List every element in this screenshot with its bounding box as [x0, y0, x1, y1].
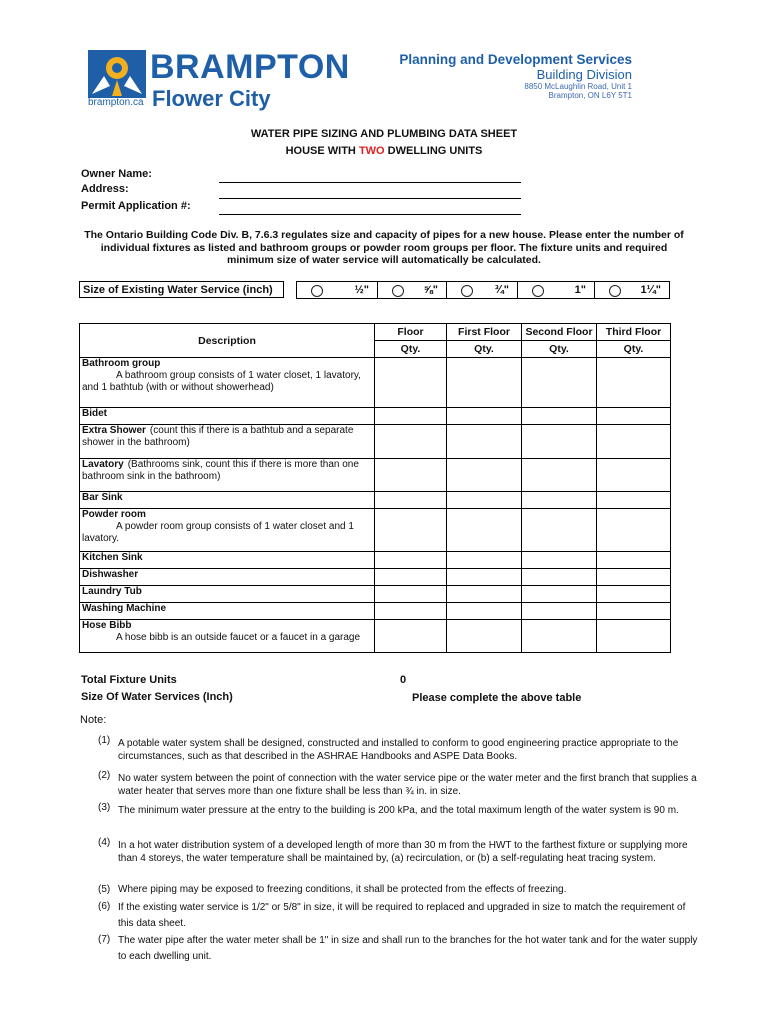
qty-input-cell[interactable] — [522, 569, 597, 586]
qty-input-cell[interactable] — [522, 459, 597, 492]
note-text: If the existing water service is 1/2" or 5/8" in size, it will be required to replaced and upgraded in size to match the requirement of this data sheet. — [118, 902, 686, 929]
service-size-label: Size of Existing Water Service (inch) — [79, 281, 284, 298]
qty-input-cell[interactable] — [375, 603, 447, 620]
fixture-description — [80, 620, 375, 653]
fixture-detail: A powder room group consists of 1 water closet and 1 lavatory. — [82, 521, 354, 544]
note-number: (6) — [98, 901, 111, 912]
service-option-five-eighths[interactable] — [377, 281, 447, 299]
table-row — [80, 425, 671, 459]
fixture-name: Kitchen Sink — [82, 552, 143, 563]
address-field[interactable] — [219, 198, 521, 199]
option-label: 1¼" — [640, 284, 661, 296]
fixture-name: Powder room — [82, 509, 146, 520]
fixture-name: Lavatory — [82, 459, 124, 470]
intro-paragraph: The Ontario Building Code Div. B, 7.6.3 regulates size and capacity of pipes for a new house. Please enter the number of individual fixtures as listed and bathroom groups or powder room groups per floor. The fixture units and required minimum size of water service will automatically be calculated. — [84, 229, 684, 266]
water-service-size-label: Size Of Water Services (Inch) — [81, 691, 233, 703]
qty-input-cell[interactable] — [375, 552, 447, 569]
qty-input-cell[interactable] — [597, 569, 671, 586]
qty-input-cell[interactable] — [522, 408, 597, 425]
fixture-description — [80, 459, 375, 492]
qty-input-cell[interactable] — [522, 358, 597, 408]
option-label: ⅝" — [423, 284, 438, 296]
logo-tagline: Flower City — [152, 86, 271, 111]
radio-icon[interactable] — [311, 285, 323, 297]
permit-label: Permit Application #: — [81, 200, 191, 212]
fixture-name: Bidet — [82, 408, 107, 419]
fixture-detail: A bathroom group consists of 1 water closet, 1 lavatory, and 1 bathtub (with or without showerhead) — [82, 370, 361, 393]
qty-input-cell[interactable] — [375, 425, 447, 459]
qty-input-cell[interactable] — [447, 492, 522, 509]
fixture-name: Dishwasher — [82, 569, 139, 580]
fixture-table — [79, 323, 671, 653]
fixture-description — [80, 492, 375, 509]
qty-input-cell[interactable] — [447, 425, 522, 459]
logo-url: brampton.ca — [88, 97, 144, 108]
table-row — [80, 603, 671, 620]
fixture-name: Bathroom group — [82, 358, 161, 369]
subtitle-pre: HOUSE WITH — [285, 145, 359, 157]
note-text: The minimum water pressure at the entry to the building is 200 kPa, and the total maximum length of the water system is 90 m. — [118, 805, 679, 816]
brampton-logo-icon — [88, 50, 146, 98]
fixture-name: Hose Bibb — [82, 620, 132, 631]
qty-input-cell[interactable] — [447, 509, 522, 552]
qty-input-cell[interactable] — [375, 492, 447, 509]
qty-input-cell[interactable] — [447, 408, 522, 425]
note-text: The water pipe after the water meter shall be 1" in size and shall run to the branches for the hot water tank and for the water supply to each dwelling unit. — [118, 935, 698, 962]
owner-name-field[interactable] — [219, 182, 521, 183]
note-text: Where piping may be exposed to freezing conditions, it shall be protected from the effects of freezing. — [118, 884, 567, 895]
qty-header: Qty. — [522, 341, 597, 358]
radio-icon[interactable] — [461, 285, 473, 297]
third-floor-header: Third Floor — [597, 324, 671, 341]
note-number: (1) — [98, 735, 111, 746]
address-line-2: Brampton, ON L6Y 5T1 — [548, 91, 632, 100]
table-row — [80, 492, 671, 509]
fixture-detail: (Bathrooms sink, count this if there is more than one bathroom sink in the bathroom) — [82, 459, 359, 482]
fixture-description — [80, 586, 375, 603]
qty-input-cell[interactable] — [375, 569, 447, 586]
subtitle-emphasis: TWO — [358, 145, 385, 157]
fixture-name: Laundry Tub — [82, 586, 142, 597]
qty-input-cell[interactable] — [375, 509, 447, 552]
table-row — [80, 509, 671, 552]
qty-input-cell[interactable] — [522, 509, 597, 552]
qty-input-cell[interactable] — [375, 459, 447, 492]
fixture-detail: A hose bibb is an outside faucet or a faucet in a garage — [116, 632, 361, 643]
qty-input-cell[interactable] — [375, 586, 447, 603]
qty-input-cell[interactable] — [597, 620, 671, 653]
qty-header: Qty. — [447, 341, 522, 358]
qty-input-cell[interactable] — [597, 358, 671, 408]
qty-input-cell[interactable] — [447, 459, 522, 492]
qty-input-cell[interactable] — [522, 620, 597, 653]
qty-input-cell[interactable] — [447, 552, 522, 569]
note-text: In a hot water distribution system of a developed length of more than 30 m from the HWT to the farthest fixture or supplying more than 4 storeys, the water temperature shall be maintained by, (a) recirculation, or (b) a self-regulating heat tracing system. — [118, 840, 688, 864]
qty-input-cell[interactable] — [375, 358, 447, 408]
qty-input-cell[interactable] — [447, 586, 522, 603]
note-number: (4) — [98, 837, 111, 848]
table-row — [80, 620, 671, 653]
qty-input-cell[interactable] — [522, 425, 597, 459]
address-line-1: 8850 McLaughlin Road, Unit 1 — [524, 82, 632, 91]
qty-header: Qty. — [597, 341, 671, 358]
qty-input-cell[interactable] — [597, 459, 671, 492]
table-row — [80, 358, 671, 408]
qty-input-cell[interactable] — [597, 586, 671, 603]
total-fixture-value: 0 — [400, 674, 407, 686]
table-row — [80, 586, 671, 603]
description-header: Description — [80, 324, 375, 358]
note-text: A potable water system shall be designed, constructed and installed to conform to good engineering practice appropriate to the circumstances, such as that described in the ASHRAE Handbooks and ASPE Data Books. — [118, 738, 679, 762]
total-fixture-label: Total Fixture Units — [81, 674, 177, 686]
fixture-description — [80, 358, 375, 408]
qty-input-cell[interactable] — [522, 492, 597, 509]
note-number: (2) — [98, 770, 111, 781]
option-label: ½" — [354, 284, 369, 296]
qty-input-cell[interactable] — [447, 603, 522, 620]
fixture-name: Bar Sink — [82, 492, 123, 503]
service-option-one[interactable] — [517, 281, 595, 299]
page-subtitle — [0, 145, 768, 157]
radio-icon[interactable] — [609, 285, 621, 297]
fixture-description — [80, 425, 375, 459]
qty-input-cell[interactable] — [447, 358, 522, 408]
service-option-one-quarter[interactable] — [594, 281, 670, 299]
note-text: No water system between the point of connection with the water service pipe or the water meter and the first branch that supplies a water heater that serves more than one fixture shall be less than ¾ in. in size. — [118, 773, 697, 797]
qty-input-cell[interactable] — [597, 492, 671, 509]
floor-header: Floor — [375, 324, 447, 341]
page-title: WATER PIPE SIZING AND PLUMBING DATA SHEET — [250, 128, 518, 140]
department-subtitle: Building Division — [536, 67, 632, 82]
option-label: ¾" — [494, 284, 509, 296]
service-option-half[interactable] — [296, 281, 378, 299]
qty-input-cell[interactable] — [375, 408, 447, 425]
owner-name-label: Owner Name: — [81, 168, 152, 180]
logo-brand: BRAMPTON — [150, 48, 350, 86]
qty-input-cell[interactable] — [375, 620, 447, 653]
service-option-three-quarter[interactable] — [446, 281, 518, 299]
department-title: Planning and Development Services — [399, 52, 632, 67]
permit-field[interactable] — [219, 214, 521, 215]
fixture-name: Extra Shower — [82, 425, 146, 436]
subtitle-post: DWELLING UNITS — [384, 145, 483, 157]
qty-input-cell[interactable] — [522, 586, 597, 603]
qty-input-cell[interactable] — [447, 569, 522, 586]
fixture-description — [80, 552, 375, 569]
table-row — [80, 552, 671, 569]
address-label: Address: — [81, 183, 129, 195]
table-row — [80, 569, 671, 586]
fixture-description — [80, 408, 375, 425]
radio-icon[interactable] — [532, 285, 544, 297]
note-number: (7) — [98, 934, 111, 945]
qty-header: Qty. — [375, 341, 447, 358]
option-label: 1" — [574, 284, 586, 296]
note-number: (3) — [98, 802, 111, 813]
fixture-detail: (count this if there is a bathtub and a separate shower in the bathroom) — [82, 425, 354, 448]
first-floor-header: First Floor — [447, 324, 522, 341]
fixture-name: Washing Machine — [82, 603, 167, 614]
qty-input-cell[interactable] — [597, 603, 671, 620]
qty-input-cell[interactable] — [597, 509, 671, 552]
qty-input-cell[interactable] — [447, 620, 522, 653]
fixture-description — [80, 603, 375, 620]
qty-input-cell[interactable] — [522, 603, 597, 620]
fixture-description — [80, 509, 375, 552]
table-row — [80, 459, 671, 492]
second-floor-header: Second Floor — [522, 324, 597, 341]
qty-input-cell[interactable] — [522, 552, 597, 569]
qty-input-cell[interactable] — [597, 552, 671, 569]
water-service-size-value: Please complete the above table — [412, 692, 582, 704]
note-heading: Note: — [80, 714, 107, 726]
radio-icon[interactable] — [392, 285, 404, 297]
fixture-description — [80, 569, 375, 586]
qty-input-cell[interactable] — [597, 408, 671, 425]
qty-input-cell[interactable] — [597, 425, 671, 459]
table-row — [80, 408, 671, 425]
note-number: (5) — [98, 884, 111, 895]
